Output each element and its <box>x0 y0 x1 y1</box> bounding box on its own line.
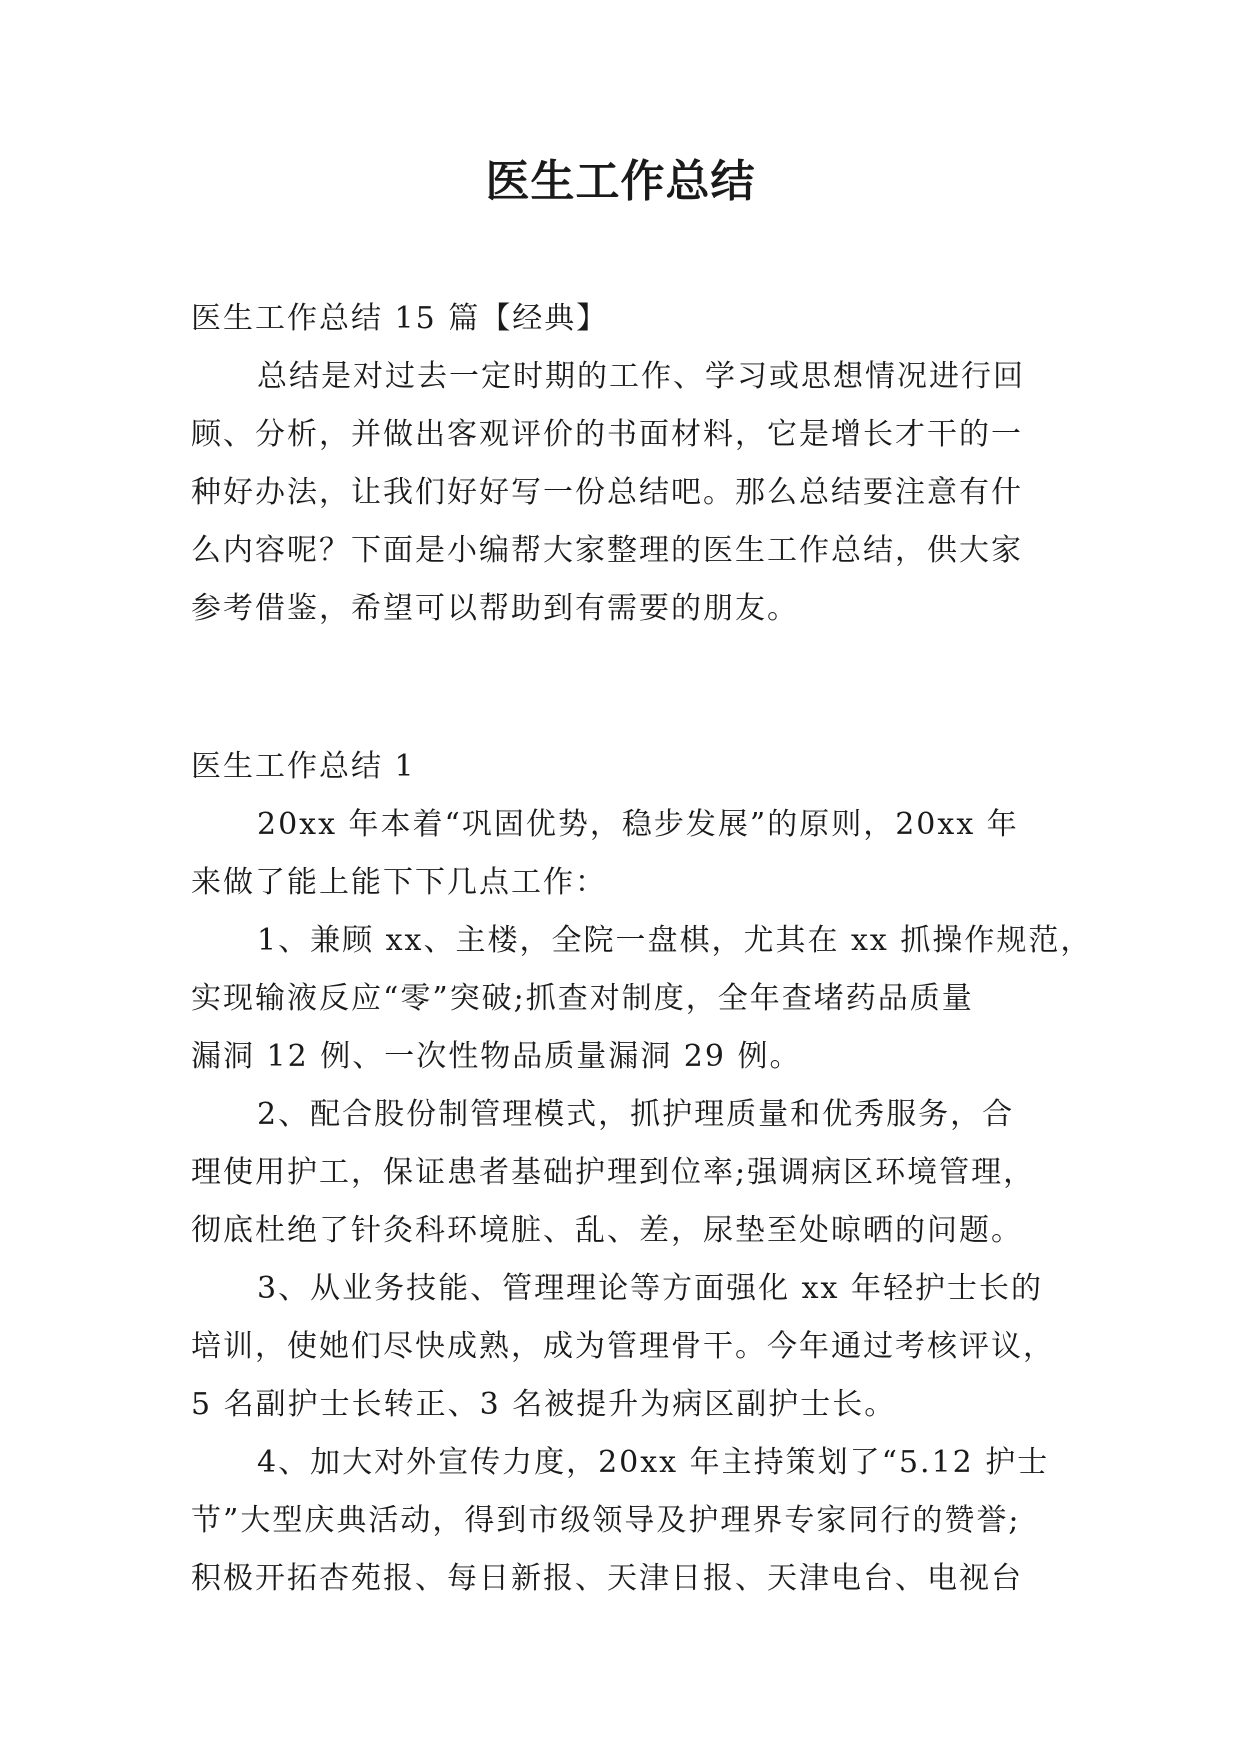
body-line: 来做了能上能下下几点工作： <box>191 865 607 900</box>
body-line: 顾、分析，并做出客观评价的书面材料，它是增长才干的一 <box>191 417 1023 452</box>
body-line: 5 名副护士长转正、3 名被提升为病区副护士长。 <box>191 1387 897 1422</box>
document-body <box>191 290 1093 1608</box>
body-line: 积极开拓杏苑报、每日新报、天津日报、天津电台、电视台 <box>191 1561 1023 1596</box>
subtitle-line: 医生工作总结 15 篇【经典】 <box>191 301 609 336</box>
body-line: 培训，使她们尽快成熟，成为管理骨干。今年通过考核评议， <box>191 1329 1055 1364</box>
section-heading: 医生工作总结 1 <box>191 749 416 784</box>
body-line: 参考借鉴，希望可以帮助到有需要的朋友。 <box>191 591 799 626</box>
body-line: 理使用护工，保证患者基础护理到位率;强调病区环境管理， <box>191 1155 1036 1190</box>
body-line: 种好办法，让我们好好写一份总结吧。那么总结要注意有什 <box>191 475 1023 510</box>
body-line: 么内容呢？下面是小编帮大家整理的医生工作总结，供大家 <box>191 533 1023 568</box>
body-line: 1、兼顾 xx、主楼，全院一盘棋，尤其在 xx 抓操作规范， <box>257 923 1093 958</box>
section-gap <box>191 638 1061 738</box>
body-line: 总结是对过去一定时期的工作、学习或思想情况进行回 <box>257 359 1025 394</box>
body-line: 漏洞 12 例、一次性物品质量漏洞 29 例。 <box>191 1039 802 1074</box>
body-line: 3、从业务技能、管理理论等方面强化 xx 年轻护士长的 <box>257 1271 1043 1306</box>
body-line: 4、加大对外宣传力度，20xx 年主持策划了“5.12 护士 <box>257 1445 1050 1480</box>
document-title: 医生工作总结 <box>485 156 756 207</box>
body-line: 20xx 年本着“巩固优势，稳步发展”的原则，20xx 年 <box>257 807 1019 842</box>
body-line: 节”大型庆典活动，得到市级领导及护理界专家同行的赞誉; <box>191 1503 1021 1538</box>
body-line: 实现输液反应“零”突破;抓查对制度，全年查堵药品质量 <box>191 981 974 1016</box>
body-line: 彻底杜绝了针灸科环境脏、乱、差，尿垫至处晾晒的问题。 <box>191 1213 1023 1248</box>
body-line: 2、配合股份制管理模式，抓护理质量和优秀服务，合 <box>257 1097 1015 1132</box>
